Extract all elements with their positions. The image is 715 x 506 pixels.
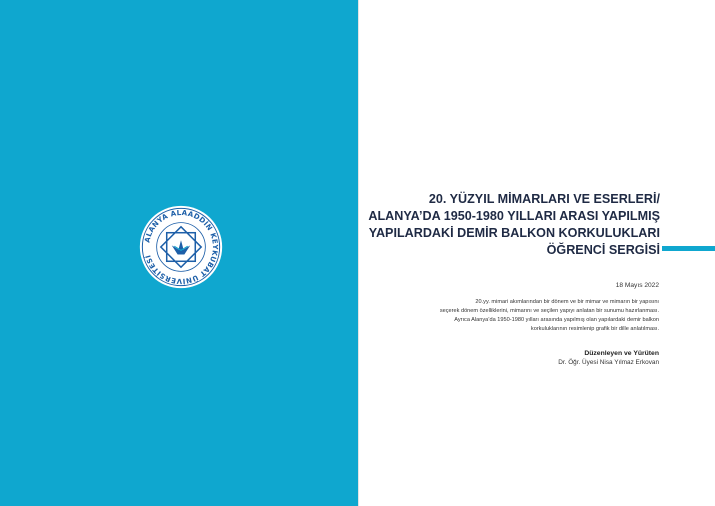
exhibition-title bbox=[330, 191, 660, 259]
description-line-4: korkuluklarının resimlenip grafik bir dille anlatılması. bbox=[530, 326, 659, 332]
exhibition-date: 18 Mayıs 2022 bbox=[615, 282, 659, 289]
title-line-3: YAPILARDAKİ DEMİR BALKON KORKULUKLARI bbox=[368, 226, 660, 240]
description-line-1: 20.yy. mimari akımlarından bir dönem ve bir mimar ve mimarın bir yapısını bbox=[475, 299, 659, 305]
university-logo bbox=[139, 205, 223, 289]
description-line-3: Ayrıca Alanya’da 1950-1980 yılları arasında yapılmış olan yapılardaki demir balkon bbox=[454, 317, 659, 323]
title-line-4: ÖĞRENCİ SERGİSİ bbox=[546, 243, 660, 257]
title-line-2: ALANYA’DA 1950-1980 YILLARI ARASI YAPILMIŞ bbox=[368, 209, 660, 223]
description-line-2: seçerek dönem özelliklerini, mimarını ve seçilen yapıyı anlatan bir sunumu hazırlanması. bbox=[439, 308, 659, 314]
logo-ring-text: ALANYA ALAADDİN KEYKUBAT ÜNİVERSİTESİ bbox=[142, 207, 220, 287]
title-line-1: 20. YÜZYIL MİMARLARI VE ESERLERİ/ bbox=[428, 192, 660, 206]
organizer-name: Dr. Öğr. Üyesi Nisa Yılmaz Erkovan bbox=[558, 359, 659, 366]
title-accent-bar bbox=[662, 246, 715, 251]
organizer-heading: Düzenleyen ve Yürüten bbox=[584, 350, 659, 357]
exhibition-description bbox=[359, 298, 659, 334]
